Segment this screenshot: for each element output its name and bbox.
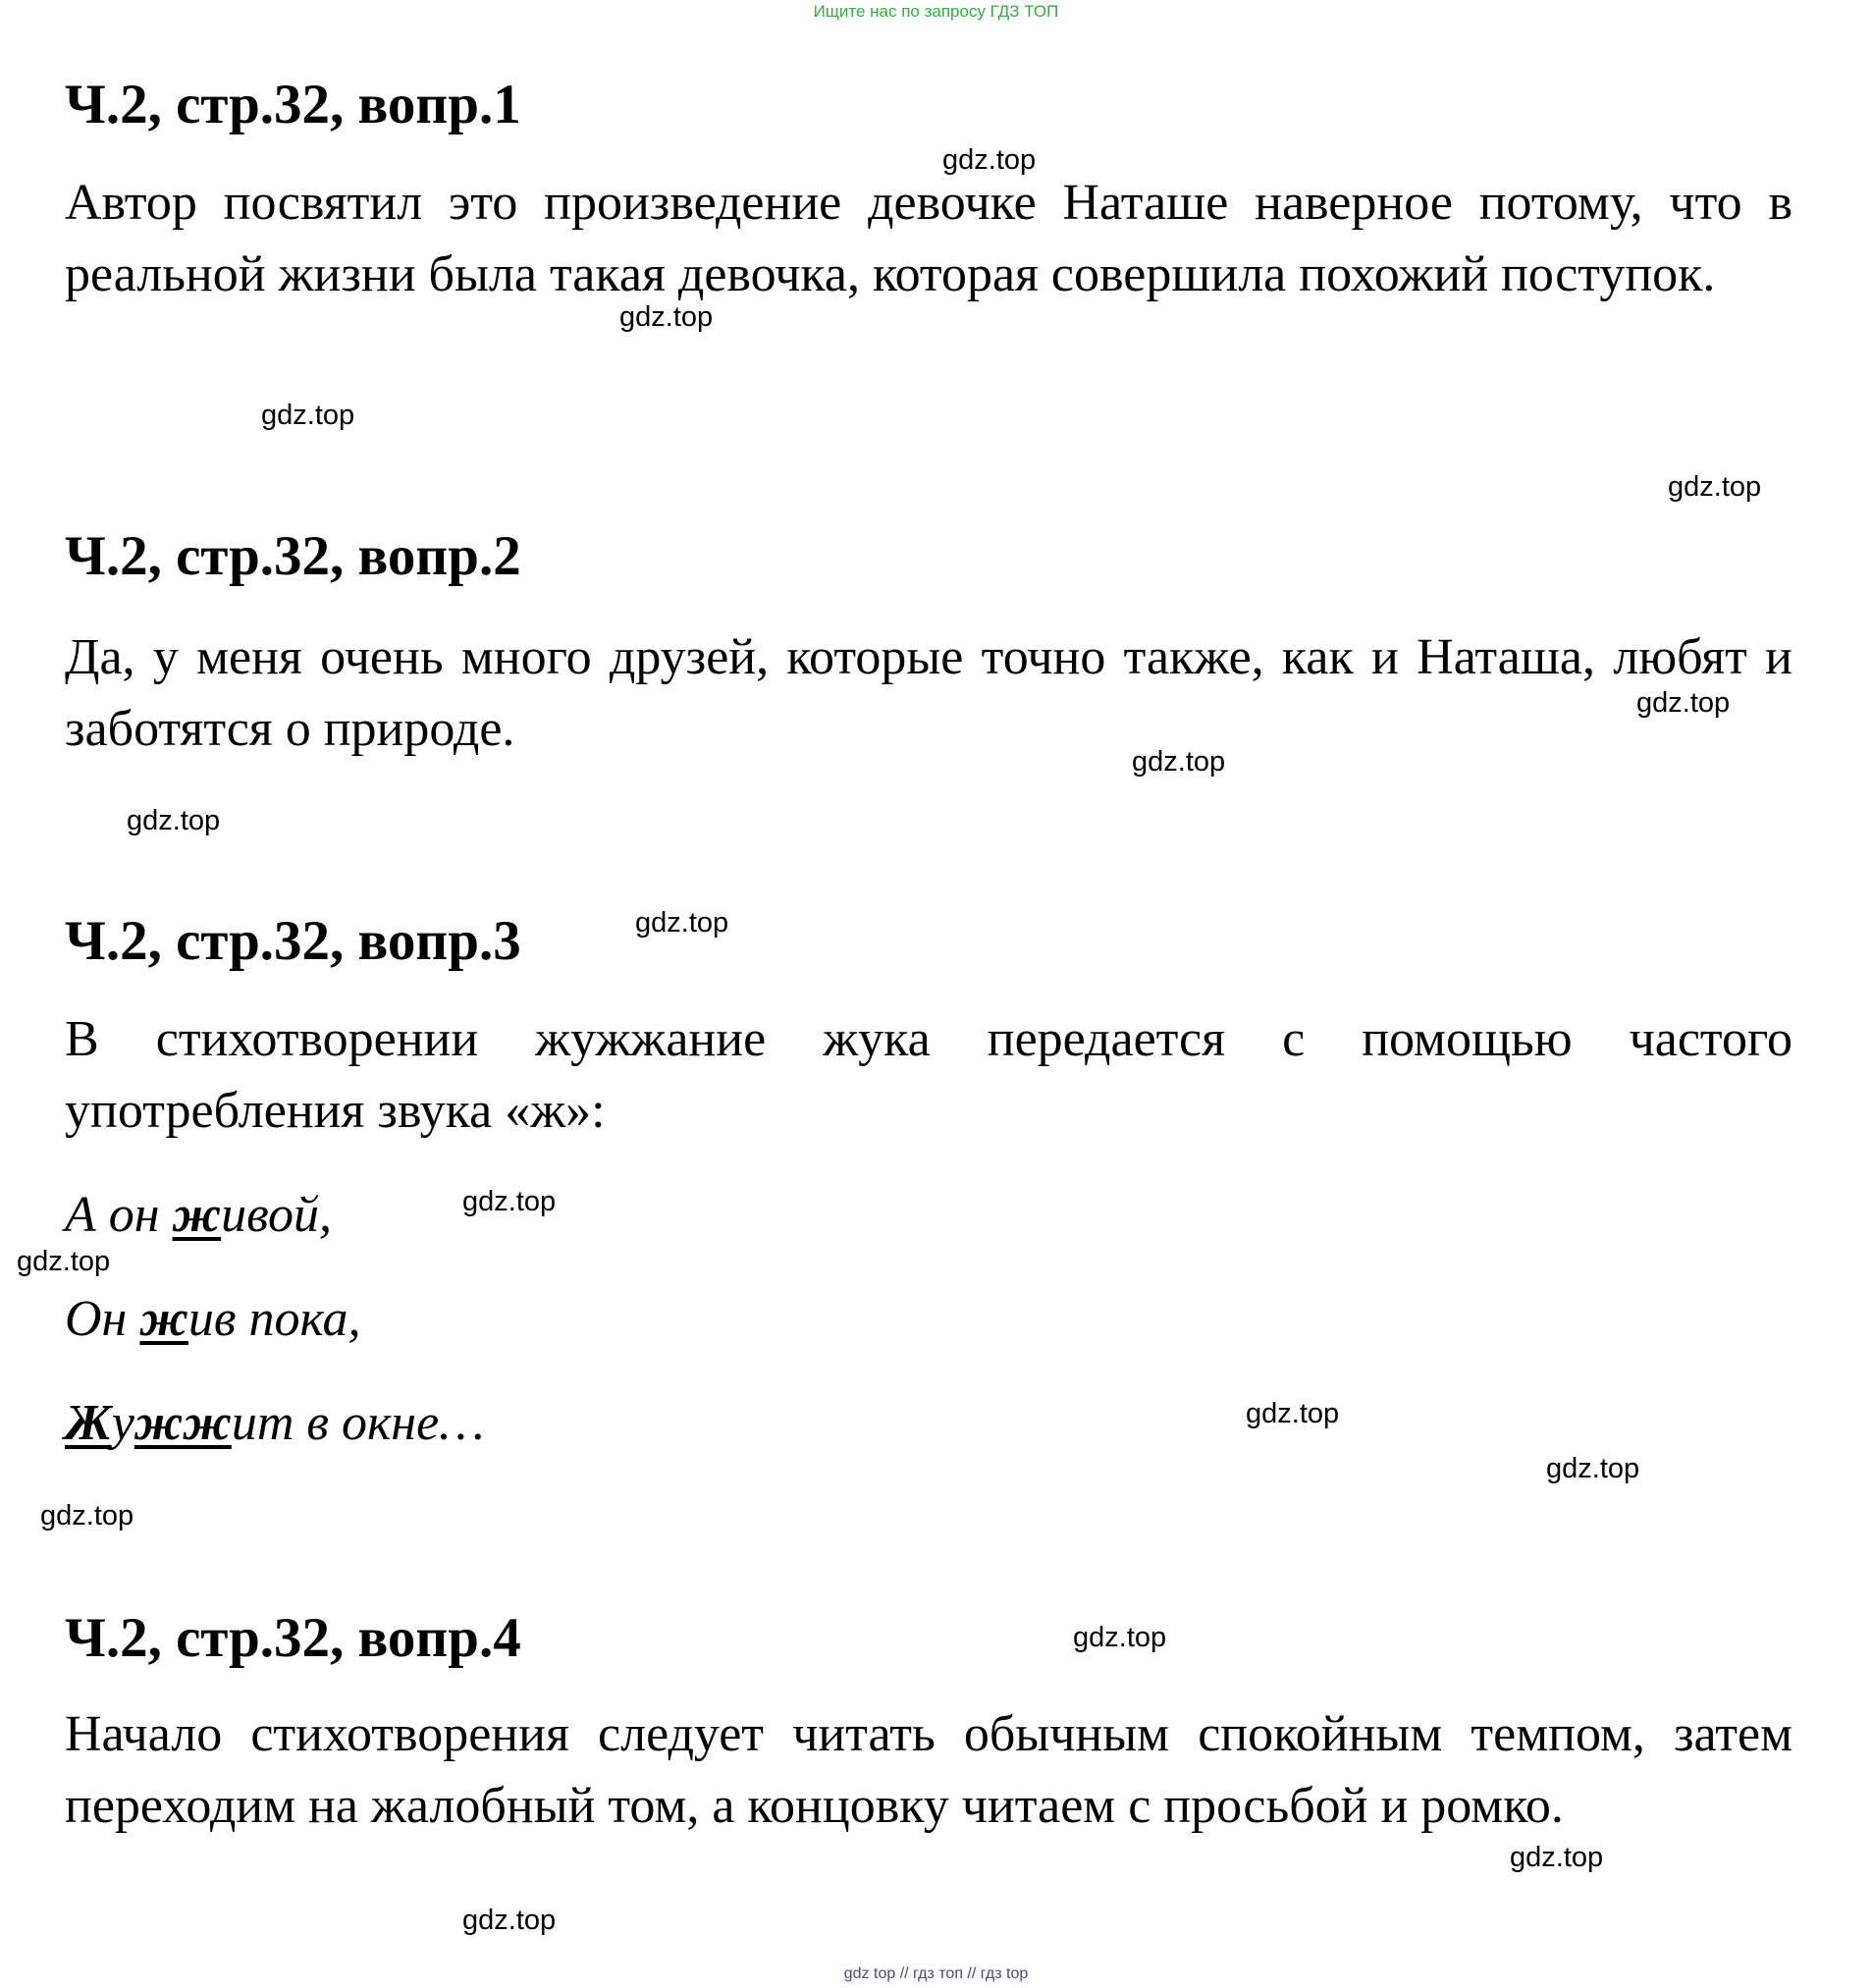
watermark: gdz.top — [1546, 1453, 1640, 1484]
answer-q1: Автор посвятил это произведение девочке Наташе наверное потому, что в реальной жизни была такая девочка, которая совершила похожий поступок. — [65, 175, 1792, 302]
heading-q2: Ч.2, стр.32, вопр.2 — [65, 525, 521, 587]
heading-q4: Ч.2, стр.32, вопр.4 — [65, 1607, 521, 1669]
watermark: gdz.top — [40, 1500, 134, 1531]
watermark: gdz.top — [1510, 1842, 1604, 1873]
watermark: gdz.top — [462, 1905, 557, 1936]
watermark: gdz.top — [942, 144, 1037, 176]
heading-q1: Ч.2, стр.32, вопр.1 — [65, 74, 521, 135]
highlight-zh: ж — [172, 1187, 222, 1243]
poem-line-3: Жужжит в окне… — [65, 1395, 485, 1451]
highlight-zh: ж — [139, 1291, 188, 1347]
heading-q3: Ч.2, стр.32, вопр.3 — [65, 910, 521, 972]
answer-q3: В стихотворении жужжание жука передается с помощью частого употребления звука «ж»: — [65, 1011, 1792, 1139]
answer-q4: Начало стихотворения следует читать обычным спокойным темпом, затем переходим на жалобный том, а концовку читаем с просьбой и ромко. — [65, 1706, 1792, 1834]
watermark: gdz.top — [1132, 746, 1226, 778]
watermark: gdz.top — [635, 907, 729, 939]
poem-line-2: Он жив пока, — [65, 1291, 361, 1347]
watermark: gdz.top — [17, 1246, 111, 1277]
watermark: gdz.top — [127, 805, 221, 836]
watermark: gdz.top — [1073, 1622, 1167, 1653]
watermark: gdz.top — [619, 301, 714, 333]
highlight-zh: Ж — [65, 1395, 112, 1451]
footer-watermark: gdz top // гдз топ // гдз top — [843, 1965, 1029, 1982]
answer-q2: Да, у меня очень много друзей, которые точно также, как и Наташа, любят и заботятся о природе. — [65, 629, 1792, 757]
watermark: gdz.top — [462, 1186, 557, 1217]
top-banner: Ищите нас по запросу ГДЗ ТОП — [813, 2, 1059, 21]
watermark: gdz.top — [261, 400, 355, 431]
highlight-zhzh: жж — [134, 1395, 232, 1451]
watermark: gdz.top — [1636, 687, 1731, 719]
watermark: gdz.top — [1246, 1398, 1340, 1429]
poem-line-1: А он живой, — [65, 1187, 332, 1243]
watermark: gdz.top — [1668, 471, 1762, 503]
